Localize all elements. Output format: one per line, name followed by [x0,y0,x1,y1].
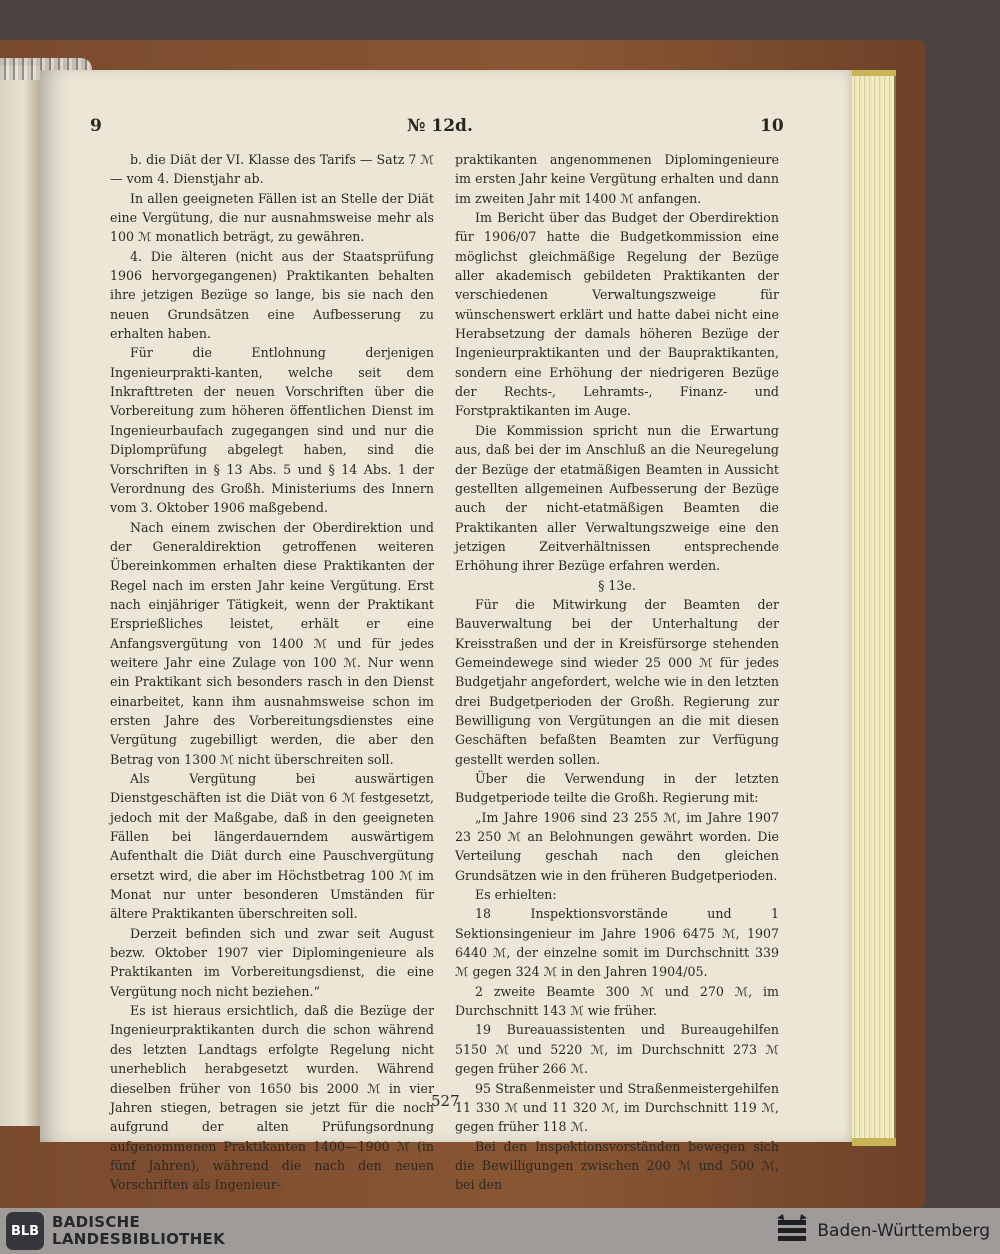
paragraph: Über die Verwendung in der letzten Budgetperiode teilte die Großh. Regierung mit: [455,771,779,806]
paragraph: 95 Straßenmeister und Straßenmeistergehilfen 11 330 ℳ und 11 320 ℳ, im Durchschnitt 119 ℳ, gegen früher 118 ℳ. [455,1080,779,1135]
paragraph: Im Bericht über das Budget der Oberdirektion für 1906/07 hatte die Budgetkommission eine möglichst gleichmäßige Regelung der Bezüge aller akademisch gebildeten Praktikanten der verschiedenen Verwaltungszweige für wünschenswert erklärt und hatte dabei nicht eine Herabsetzung der damals höheren Bezüge der Ingenieurpraktikanten und der Baupraktikanten, sondern eine Erhöhung der niedrigeren Bezüge der Rechts-, Lehramts-, Finanz- und Forstpraktikanten im Auge. [455,210,779,419]
paragraph: In allen geeigneten Fällen ist an Stelle der Diät eine Vergütung, die nur ausnahmsweise mehr als 100 ℳ monatlich beträgt, zu gewähren. [110,190,434,245]
paragraph: 18 Inspektionsvorstände und 1 Sektionsingenieur im Jahre 1906 6475 ℳ, 1907 6440 ℳ, der einzelne somit im Durchschnitt 339 ℳ gegen 324 ℳ in den Jahren 1904/05. [455,906,779,980]
paragraph: 19 Bureauassistenten und Bureaugehilfen 5150 ℳ und 5220 ℳ, im Durchschnitt 273 ℳ gegen früher 266 ℳ. [455,1022,779,1077]
paragraph: Die Kommission spricht nun die Erwartung aus, daß bei der im Anschluß an die Neuregelung der Bezüge der etatmäßigen Beamten in Aussicht gestellten allgemeinen Aufbesserung der Bezüge auch der nicht-etatmäßigen Beamten die Praktikanten aller Verwaltungszweige eine den jetzigen Zeitverhältnissen entsprechende Erhöhung ihrer Bezüge erfahren werden. [455,422,779,574]
library-name[interactable] [52,1214,225,1248]
paragraph: Als Vergütung bei auswärtigen Dienstgeschäften ist die Diät von 6 ℳ festgesetzt, jedoch mit der Maßgabe, daß in den geeigneten Fällen bei längerdauerndem auswärtigem Aufenthalt die Diät durch eine Pauschvergütung ersetzt wird, die aber im Höchstbetrag 100 ℳ im Monat nur unter besonderen Umständen für ältere Praktikanten überschreiten soll. [110,771,434,922]
library-banner [0,1208,1000,1254]
page-stack-edge [852,76,896,1140]
section-heading: § 13e. [598,577,636,593]
paragraph: Für die Entlohnung derjenigen Ingenieurprakti-kanten, welche seit dem Inkrafttreten der neuen Vorschriften über die Vorbereitung zum höheren öffentlichen Dienst im Ingenieurbaufach zugegangen sind und nur die Diplomprüfung abgelegt haben, sind die Vorschriften in § 13 Abs. 5 und § 14 Abs. 1 der Verordnung des Großh. Ministeriums des Innern vom 3. Oktober 1906 maßgebend. [110,345,434,516]
paragraph: praktikanten angenommenen Diplomingenieure im ersten Jahr keine Vergütung erhalten und dann im zweiten Jahr mit 1400 ℳ anfangen. [455,152,779,206]
page-footer-number: 527 [431,1092,460,1110]
left-text-column [110,150,434,1195]
document-title: № 12d. [407,116,473,136]
coat-of-arms-icon [775,1214,809,1248]
paragraph: Derzeit befinden sich und zwar seit August bezw. Oktober 1907 vier Diplomingenieure als Praktikanten im Vorbereitungsdienst, die eine Vergütung noch nicht beziehen.“ [110,925,434,999]
paragraph: Für die Mitwirkung der Beamten der Bauverwaltung bei der Unterhaltung der Kreisstraßen und der in Kreisfürsorge stehenden Gemeindewege sind wieder 25 000 ℳ für jedes Budgetjahr angefordert, welche wie in den letzten drei Budgetperioden der Großh. Regierung zur Bewilligung von Vergütungen an die mit diesen Geschäften befaßten Beamten zur Verfügung gestellt werden sollen. [455,596,779,767]
blb-logo-icon[interactable]: BLB [6,1212,44,1250]
paragraph: 4. Die älteren (nicht aus der Staatsprüfung 1906 hervorgegangenen) Praktikanten behalten ihre jetzigen Bezüge so lange, bis sie nach den neuen Grundsätzen eine Aufbesserung zu erhalten haben. [110,248,434,342]
state-logo[interactable] [775,1208,990,1254]
library-name-line1: BADISCHE [52,1213,141,1231]
paragraph: Bei den Inspektionsvorständen bewegen sich die Bewilligungen zwischen 200 ℳ und 500 ℳ, bei den [455,1138,779,1193]
right-text-column [455,150,779,1195]
state-name: Baden-Württemberg [817,1221,990,1241]
paragraph: Es ist hieraus ersichtlich, daß die Bezüge der Ingenieurpraktikanten durch die schon während des letzten Landtags erfolgte Regelung nicht unerheblich herabgesetzt wurden. Während dieselben früher von 1650 bis 2000 ℳ in vier Jahren stiegen, betragen sie jetzt für die noch aufgrund der alten Prüfungsordnung aufgenommenen Praktikanten 1400—1900 ℳ (in fünf Jahren), während die nach den neuen Vorschriften als Ingenieur- [110,1003,434,1193]
page-number-left: 9 [90,116,102,136]
page-number-right: 10 [760,116,784,136]
facing-page-edge [0,66,41,1126]
page-gilt-bottom [852,1138,896,1146]
paragraph: b. die Diät der VI. Klasse des Tarifs — Satz 7 ℳ — vom 4. Dienstjahr ab. [110,152,434,187]
paragraph: „Im Jahre 1906 sind 23 255 ℳ, im Jahre 1907 23 250 ℳ an Belohnungen gewährt worden. Die Verteilung geschah nach den gleichen Grundsätzen wie in den früheren Budgetperioden. [455,809,779,883]
library-name-line2: LANDESBIBLIOTHEK [52,1230,226,1248]
paragraph: Nach einem zwischen der Oberdirektion und der Generaldirektion getroffenen weiteren Übereinkommen erhalten diese Praktikanten der Regel nach im ersten Jahr keine Vergütung. Erst nach einjähriger Tätigkeit, wenn der Praktikant Ersprießliches leistet, erhält er eine Anfangsvergütung von 1400 ℳ und für jedes weitere Jahr eine Zulage von 100 ℳ. Nur wenn ein Praktikant sich besonders rasch in den Dienst einarbeitet, kann ihm ausnahmsweise schon im ersten Jahre des Vorbereitungsdienstes eine Vergütung zugebilligt werden, die aber den Betrag von 1300 ℳ nicht überschreiten soll. [110,519,434,767]
paragraph: Es erhielten: [475,887,557,903]
paragraph: 2 zweite Beamte 300 ℳ und 270 ℳ, im Durchschnitt 143 ℳ wie früher. [455,983,779,1019]
